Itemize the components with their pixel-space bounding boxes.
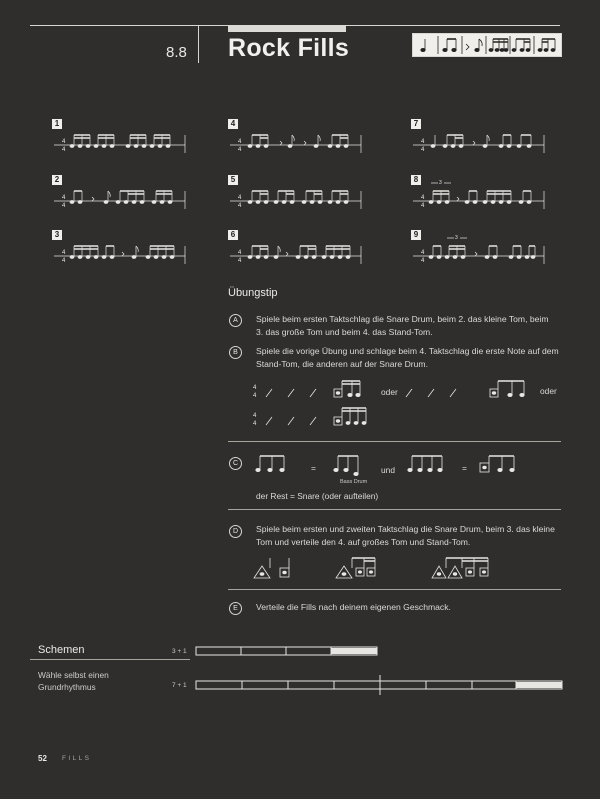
time-sig-top: 4 [421,250,425,256]
exercise-label-7: 7 [411,119,421,129]
tip-d-notation [250,554,550,584]
scheme-bar-label-2: 7 + 1 [172,682,187,689]
time-sig-bottom: 4 [253,393,257,399]
note-group [70,135,170,148]
time-sig-top: 4 [238,250,242,256]
tip-b-notation-1 [250,375,550,403]
time-sig-bottom: 4 [421,203,425,209]
exercise-label-1: 1 [52,119,62,129]
tip-letter-a: A [229,314,242,327]
exercise-staff-9 [409,229,549,268]
tip-letter-e: E [229,602,242,615]
page-number: 52 [38,754,47,763]
time-sig-top: 4 [62,139,66,145]
footer-section: FILLS [62,755,92,762]
tip-b-notation-2 [250,403,400,431]
section-number: 8.8 [166,44,187,61]
exercise-staff-4 [226,125,366,157]
scheme-bars [195,640,567,698]
time-sig-bottom: 4 [421,147,425,153]
exercise-label-3: 3 [52,230,62,240]
time-sig-top: 4 [253,385,257,391]
title-accent-bar [228,25,346,32]
schemen-heading: Schemen [38,644,85,656]
exercise-label-2: 2 [52,175,62,185]
tip-letter-d: D [229,525,242,538]
tip-a-text: Spiele beim ersten Taktschlag die Snare Drum, beim 2. das kleine Tom, beim 3. das große Tom und beim 4. das Stand-Tom. [256,314,549,337]
exercise-staff-5 [226,181,366,213]
exercise-staff-2 [50,181,190,213]
exercise-staff-3 [50,236,190,268]
time-sig-top: 4 [421,139,425,145]
tip-divider-2 [228,509,561,510]
time-sig-bottom: 4 [238,203,242,209]
tip-e-text: Verteile die Fills nach deinem eigenen Geschmack. [256,602,451,612]
time-sig-bottom: 4 [421,258,425,264]
page-title: Rock Fills [228,34,350,62]
time-sig-top: 4 [253,413,257,419]
tip-c-und: und [381,465,395,475]
tip-c-equals-2: = [462,463,467,473]
exercise-staff-8 [409,174,549,213]
tip-c-bass-drum-label: Bass Drum [340,479,368,485]
exercise-label-4: 4 [228,119,238,129]
time-sig-top: 4 [238,195,242,201]
rhythm-legend [412,33,562,57]
exercise-staff-7 [409,125,549,157]
scheme-bar-2 [196,681,562,689]
exercise-label-5: 5 [228,175,238,185]
tip-b-oder-2: oder [540,386,557,396]
time-sig-bottom: 4 [62,258,66,264]
exercise-staff-1 [50,125,190,157]
scheme-bar-1-fill [331,648,377,654]
exercise-label-9: 9 [411,230,421,240]
triplet-mark: 3 [439,180,442,186]
triplet-mark: 3 [455,235,458,241]
tip-c-equals-1: = [311,463,316,473]
tip-d-text: Spiele beim ersten und zweiten Taktschlag die Snare Drum, beim 3. das kleine Tom und verteile den 4. auf großes Tom und Stand-Tom. [256,524,555,547]
header-separator [198,25,199,63]
time-sig-bottom: 4 [62,147,66,153]
time-sig-top: 4 [62,195,66,201]
tip-c-rest-text: der Rest = Snare (oder aufteilen) [256,491,379,501]
rhythm-legend-notation [413,34,561,56]
tip-letter-b: B [229,346,242,359]
schemen-subtitle: Wähle selbst einen Grundrhythmus [38,670,109,692]
time-sig-top: 4 [62,250,66,256]
scheme-bar-label-1: 3 + 1 [172,648,187,655]
exercise-label-8: 8 [411,175,421,185]
tip-divider-3 [228,589,561,590]
time-sig-top: 4 [238,139,242,145]
time-sig-bottom: 4 [238,258,242,264]
tip-c-notation [250,450,550,476]
time-sig-top: 4 [421,195,425,201]
exercise-label-6: 6 [228,230,238,240]
tip-letter-c: C [229,457,242,470]
tip-b-oder-1: oder [381,387,398,397]
exercise-staff-6 [226,236,366,268]
time-sig-bottom: 4 [238,147,242,153]
tip-b-text: Spiele die vorige Übung und schlage beim 4. Taktschlag die erste Note auf dem Stand-Tom, die anderen auf der Snare Drum. [256,346,559,369]
scheme-bar-2-fill [516,682,562,688]
schemen-rule [30,659,190,660]
tip-divider-1 [228,441,561,442]
tip-heading: Übungstip [228,287,278,299]
time-sig-bottom: 4 [62,203,66,209]
time-sig-bottom: 4 [253,421,257,427]
